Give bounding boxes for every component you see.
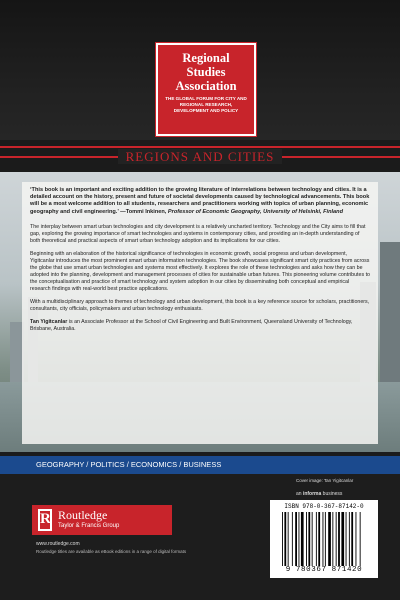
ebook-note: Routledge titles are available as eBook editions in a range of digital formats	[36, 549, 187, 554]
series-bar	[0, 146, 400, 168]
routledge-r-icon: R	[38, 509, 52, 531]
logo-line-2: Studies	[186, 65, 226, 79]
series-rule-top	[0, 146, 400, 148]
publisher-website: www.routledge.com	[36, 541, 80, 547]
author-name: Tan Yigitcanlar	[30, 318, 68, 325]
subject-categories: GEOGRAPHY / POLITICS / ECONOMICS / BUSINESS	[0, 456, 400, 474]
barcode-number: 9 780367 871420	[285, 566, 363, 574]
barcode	[270, 500, 378, 578]
description-paragraph-3: With a multidisciplinary approach to themes of technology and urban development, this book is a key reference source for scholars, practitioners, consultants, city officials, policymakers and urban technology enthusiasts.	[30, 298, 370, 312]
publisher-group: Taylor & Francis Group	[58, 523, 120, 529]
author-bio-text: is an Associate Professor at the School of Civil Engineering and Built Environment, Queensland University of Technology, Brisbane, Australia.	[30, 318, 353, 332]
barcode-bars-icon	[282, 512, 368, 566]
building	[380, 242, 400, 392]
series-title	[0, 149, 400, 165]
logo-line-1: Regional	[182, 51, 230, 65]
logo-tagline: THE GLOBAL FORUM FOR CITY AND REGIONAL RESEARCH, DEVELOPMENT AND POLICY	[165, 96, 247, 113]
series-title-text: REGIONS AND CITIES	[118, 149, 283, 164]
logo-line-3: Association	[175, 79, 237, 93]
informa-business-mark	[296, 491, 342, 497]
endorsement-quote	[30, 187, 370, 216]
quote-role: Professor of Economic Geography, University of Helsinki, Finland	[167, 208, 344, 215]
isbn-text: ISBN 978-0-367-87142-0	[284, 503, 364, 510]
description-paragraph-2: Beginning with an elaboration of the historical significance of technologies in economic growth, social progress and urban development, Yigitcanlar introduces the most prominent smart urban information technologies. The book showcases significant smart city practices from across the globe that use smart urban technologies and systems most effectively. It explores the role of these technologies and asks how they can be adopted into the planning, development and management processes of cities for sustainable urban futures. This pioneering volume contributes to the conceptualisation and practice of smart technology and system adoption in our cities by disseminating both conceptual and empirical research findings with real-world best practice applications.	[30, 250, 370, 292]
author-bio	[30, 319, 370, 333]
cover-image-credit: Cover image: Tan Yigitcanlar	[296, 478, 354, 483]
informa-suffix: business	[321, 491, 343, 497]
quote-text: ‘This book is an important and exciting addition to the growing literature of interrelations between technology and cities. It is a detailed account on the history, present and future of societal developments caused by technological advancements. This book will be a most welcome addition to all students, researchers and practitioners working with topics of urban planning, economic geography and civil engineering.’ —Tommi Inkinen,	[30, 187, 370, 215]
informa-prefix: an	[296, 491, 303, 497]
informa-brand: informa	[302, 491, 322, 497]
publisher-name: Routledge	[58, 508, 108, 522]
description-paragraph-1: The interplay between smart urban technologies and city development is a relatively uncharted territory. Technology and the City aims to fill that gap, exploring the growing importance of smart technologies and systems in contemporary cities, and providing an in-depth understanding of both theoretical and practical aspects of smart urban technology adoption and its implications for our cities.	[30, 223, 366, 244]
regional-studies-association-logo	[156, 43, 256, 136]
back-cover-text-panel	[22, 182, 378, 444]
routledge-logo	[32, 505, 172, 535]
